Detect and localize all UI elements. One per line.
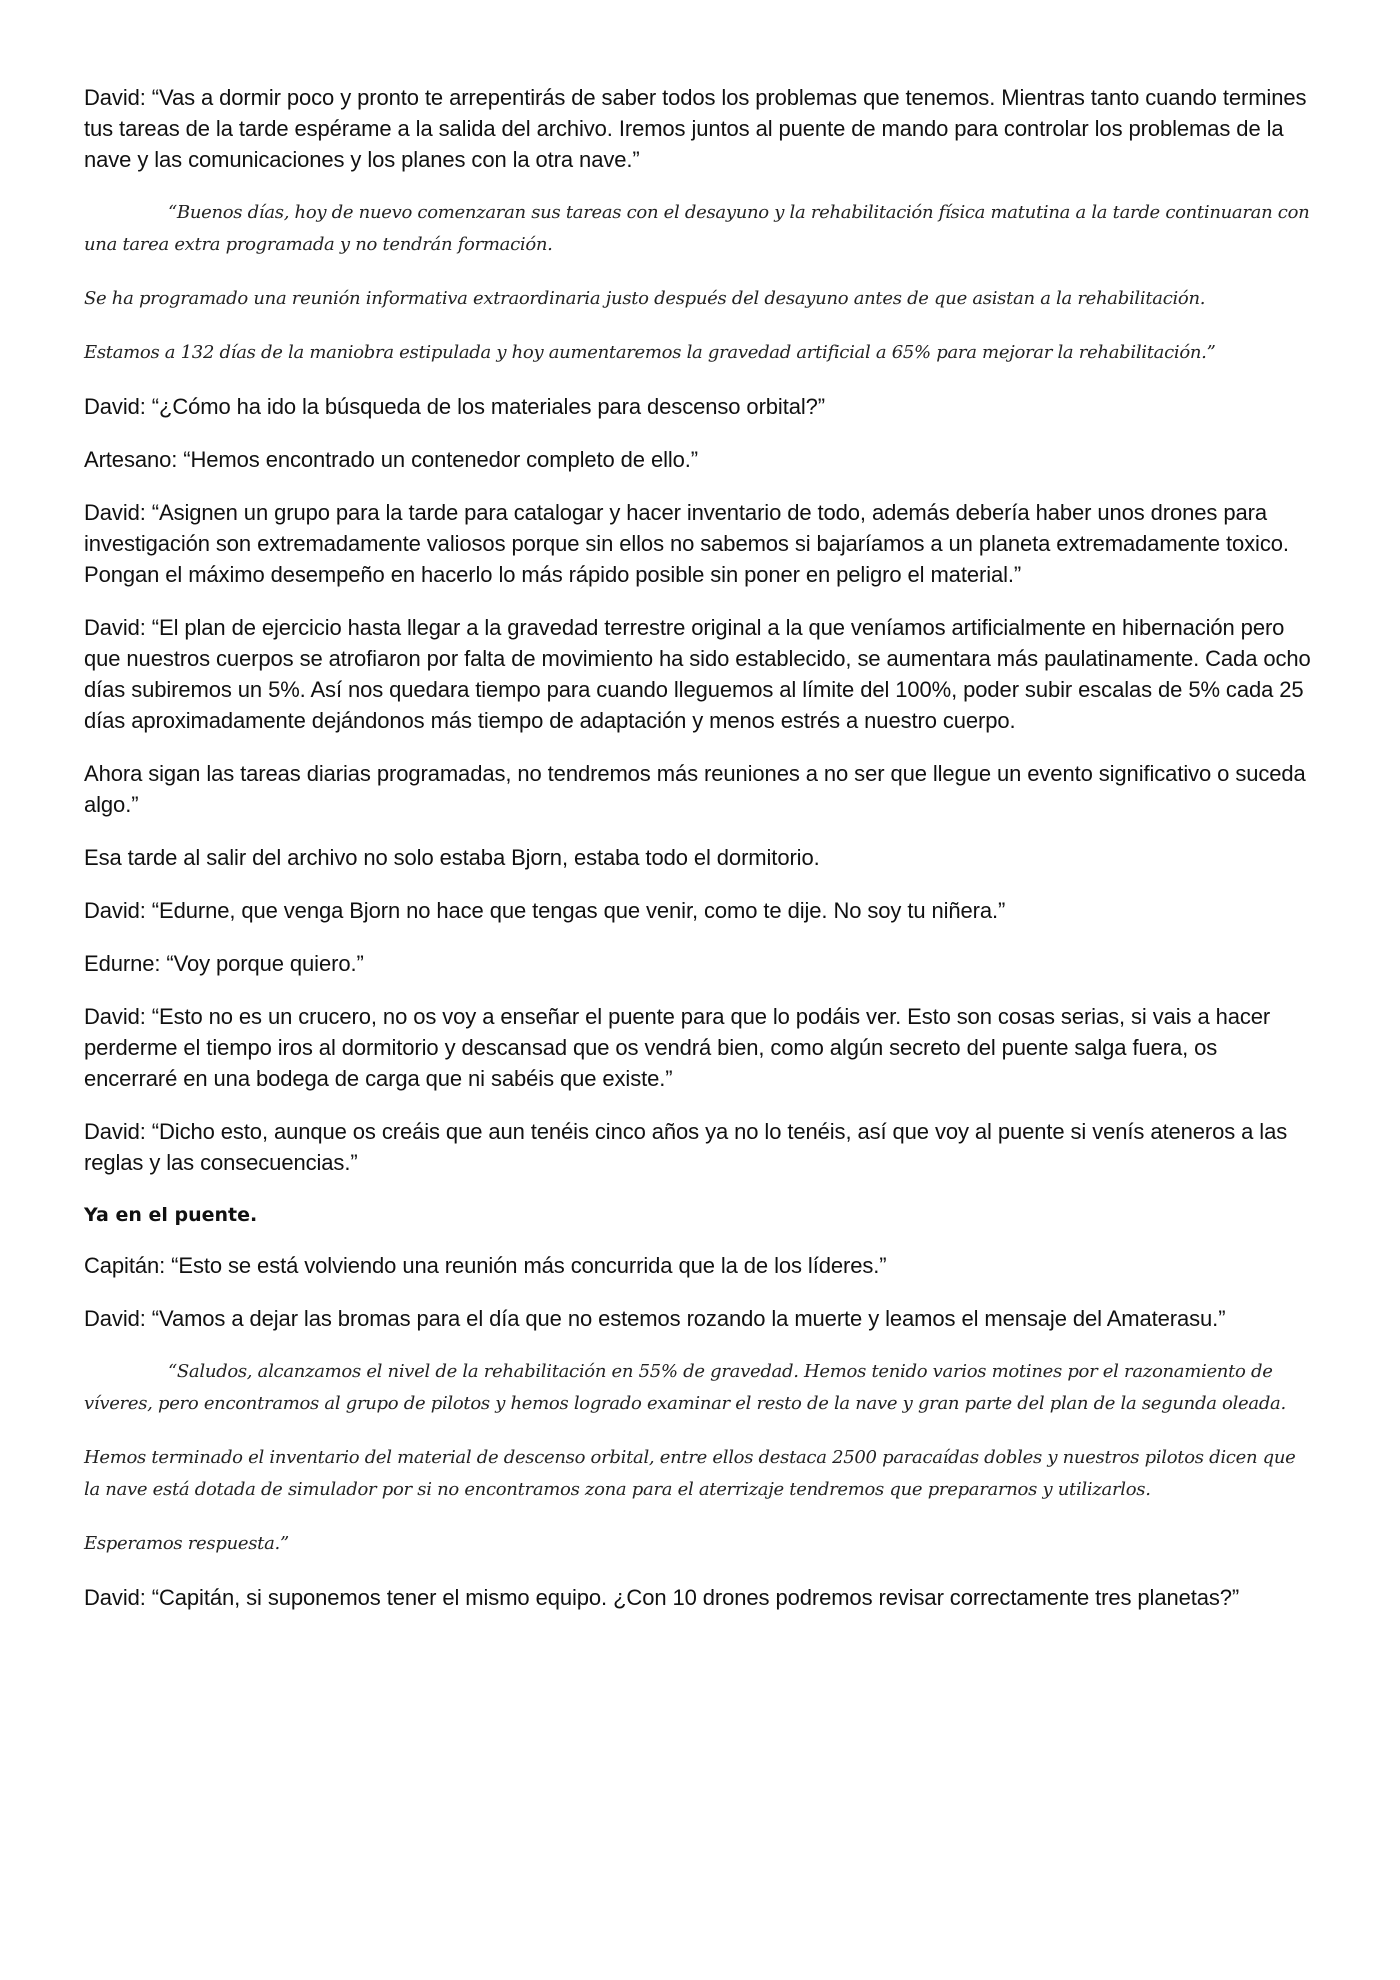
narrative-paragraph: Esa tarde al salir del archivo no solo estaba Bjorn, estaba todo el dormitorio.: [84, 845, 820, 870]
quoted-message-paragraph: Estamos a 132 días de la maniobra estipulada y hoy aumentaremos la gravedad artificial a 65% para mejorar la rehabilitación.”: [84, 342, 1216, 363]
document-page: [84, 82, 1316, 1635]
quoted-message-paragraph: Esperamos respuesta.”: [84, 1533, 289, 1554]
dialogue-paragraph: David: “El plan de ejercicio hasta llegar a la gravedad terrestre original a la que veníamos artificialmente en hibernación pero que nuestros cuerpos se atrofiaron por falta de movimiento ha sido establecido, se aumentara más paulatinamente. Cada ocho días subiremos un 5%. Así nos quedara tiempo para cuando lleguemos al límite del 100%, poder subir escalas de 5% cada 25 días aproximadamente dejándonos más tiempo de adaptación y menos estrés a nuestro cuerpo.: [84, 615, 1311, 733]
scene-heading: Ya en el puente.: [84, 1204, 258, 1226]
dialogue-paragraph: David: “Vamos a dejar las bromas para el día que no estemos rozando la muerte y leamos el mensaje del Amaterasu.”: [84, 1306, 1226, 1331]
dialogue-paragraph: David: “Capitán, si suponemos tener el mismo equipo. ¿Con 10 drones podremos revisar correctamente tres planetas?”: [84, 1585, 1240, 1610]
dialogue-paragraph: Edurne: “Voy porque quiero.”: [84, 951, 364, 976]
dialogue-paragraph: David: “¿Cómo ha ido la búsqueda de los materiales para descenso orbital?”: [84, 394, 826, 419]
dialogue-paragraph: Ahora sigan las tareas diarias programadas, no tendremos más reuniones a no ser que llegue un evento significativo o suceda algo.”: [84, 761, 1306, 817]
dialogue-paragraph: David: “Dicho esto, aunque os creáis que aun tenéis cinco años ya no lo tenéis, así que voy al puente si venís ateneros a las reglas y las consecuencias.”: [84, 1119, 1288, 1175]
quoted-message-paragraph: “Buenos días, hoy de nuevo comenzaran sus tareas con el desayuno y la rehabilitación física matutina a la tarde continuaran con una tarea extra programada y no tendrán formación.: [84, 202, 1310, 255]
dialogue-paragraph: David: “Esto no es un crucero, no os voy a enseñar el puente para que lo podáis ver. Esto son cosas serias, si vais a hacer perderme el tiempo iros al dormitorio y descansad que os vendrá bien, como algún secreto del puente salga fuera, os encerraré en una bodega de carga que ni sabéis que existe.”: [84, 1004, 1271, 1091]
quoted-message-paragraph: Se ha programado una reunión informativa extraordinaria justo después del desayuno antes de que asistan a la rehabilitación.: [84, 288, 1206, 309]
dialogue-paragraph: David: “Asignen un grupo para la tarde para catalogar y hacer inventario de todo, además debería haber unos drones para investigación son extremadamente valiosos porque sin ellos no sabemos si bajaríamos a un planeta extremadamente toxico. Pongan el máximo desempeño en hacerlo lo más rápido posible sin poner en peligro el material.”: [84, 500, 1289, 587]
quoted-message-paragraph: “Saludos, alcanzamos el nivel de la rehabilitación en 55% de gravedad. Hemos tenido varios motines por el razonamiento de víveres, pero encontramos al grupo de pilotos y hemos logrado examinar el resto de la nave y gran parte del plan de la segunda oleada.: [84, 1361, 1286, 1414]
dialogue-paragraph: Artesano: “Hemos encontrado un contenedor completo de ello.”: [84, 447, 699, 472]
dialogue-paragraph: David: “Vas a dormir poco y pronto te arrepentirás de saber todos los problemas que tenemos. Mientras tanto cuando termines tus tareas de la tarde espérame a la salida del archivo. Iremos juntos al puente de mando para controlar los problemas de la nave y las comunicaciones y los planes con la otra nave.”: [84, 85, 1307, 172]
dialogue-paragraph: David: “Edurne, que venga Bjorn no hace que tengas que venir, como te dije. No soy tu niñera.”: [84, 898, 1006, 923]
quoted-message-paragraph: Hemos terminado el inventario del material de descenso orbital, entre ellos destaca 2500 paracaídas dobles y nuestros pilotos dicen que la nave está dotada de simulador por si no encontramos zona para el aterrizaje tendremos que prepararnos y utilizarlos.: [84, 1447, 1296, 1500]
dialogue-paragraph: Capitán: “Esto se está volviendo una reunión más concurrida que la de los líderes.”: [84, 1253, 887, 1278]
